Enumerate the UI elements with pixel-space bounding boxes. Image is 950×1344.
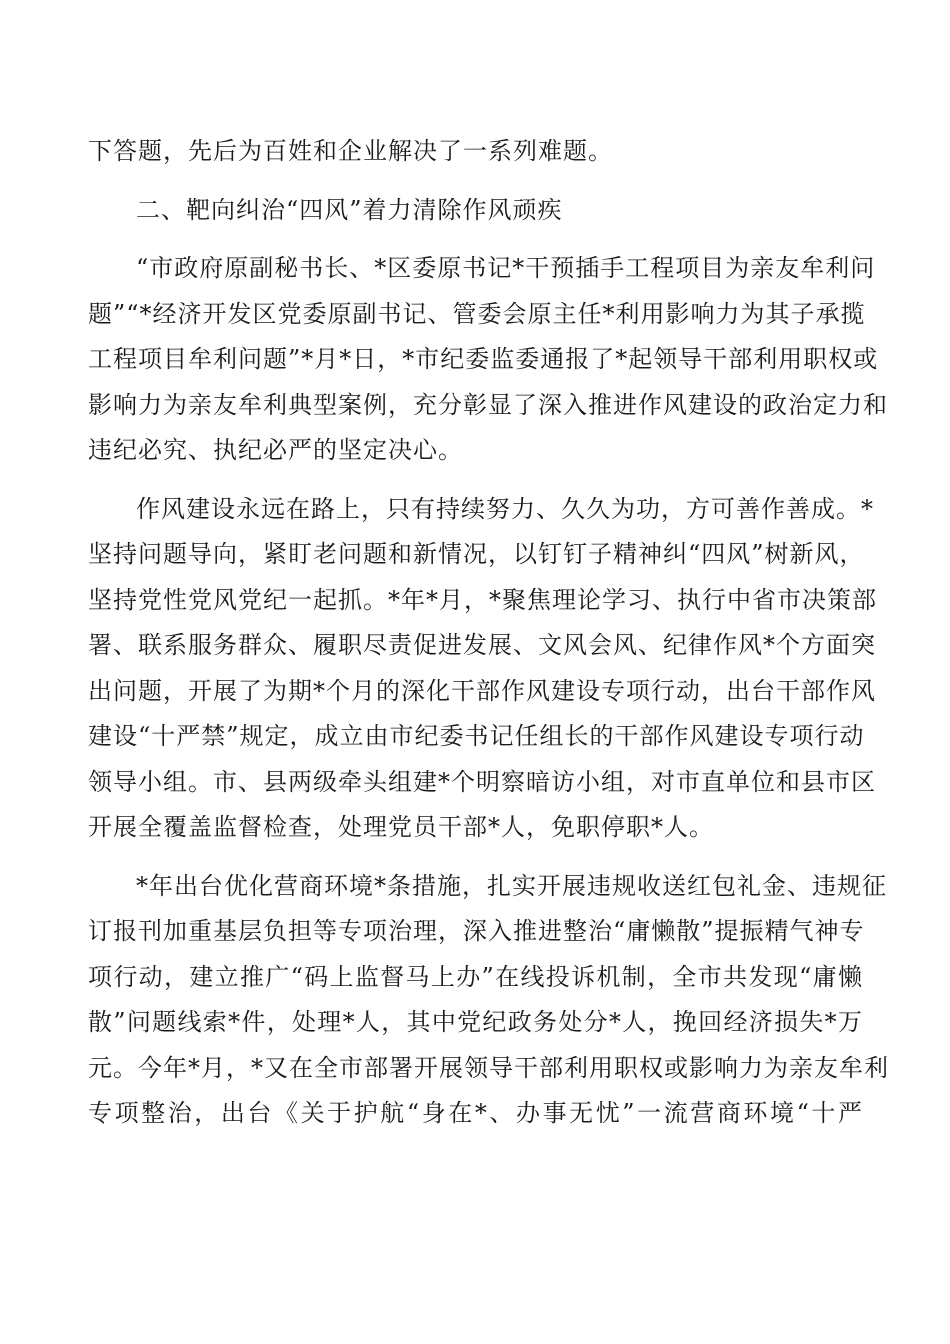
text-line: 建设“十严禁”规定，成立由市纪委书记任组长的干部作风建设专项行动 [88,722,865,750]
document-body [88,129,889,1150]
text-line: 开展全覆盖监督检查，处理党员干部*人，免职停职*人。 [88,813,714,841]
text-line: 出问题，开展了为期*个月的深化干部作风建设专项行动，出台干部作风 [88,676,876,705]
paragraph-style-building [88,487,877,851]
text-line: 元。今年*月，*又在全市部署开展领导干部利用职权或影响力为亲友牟利 [88,1053,889,1082]
text-line: 作风建设永远在路上，只有持续努力、久久为功，方可善作善成。* [136,494,874,523]
paragraph-continued [88,129,863,175]
text-line: “市政府原副秘书长、*区委原书记*干预插手工程项目为亲友牟利问 [136,254,876,282]
text-line: *年出台优化营商环境*条措施，扎实开展违规收送红包礼金、违规征 [136,871,887,900]
text-line: 订报刊加重基层负担等专项治理，深入推进整治“庸懒散”提振精气神专 [88,917,865,945]
text-line: 题”“*经济开发区党委原副书记、管委会原主任*利用影响力为其子承揽 [88,299,866,328]
paragraph-case-report [88,246,888,474]
text-line: 坚持党性党风党纪一起抓。*年*月，*聚焦理论学习、执行中省市决策部 [88,585,877,614]
text-line: 署、联系服务群众、履职尽责促进发展、文风会风、纪律作风*个方面突 [88,631,876,659]
paragraph-business-environment [88,864,889,1137]
text-line: 下答题，先后为百姓和企业解决了一系列难题。 [88,137,613,165]
text-line: 领导小组。市、县两级牵头组建*个明察暗访小组，对市直单位和县市区 [88,767,876,796]
text-line: 工程项目牟利问题”*月*日，*市纪委监委通报了*起领导干部利用职权或 [88,345,879,373]
text-line: 坚持问题导向，紧盯老问题和新情况，以钉钉子精神纠“四风”树新风， [88,540,865,568]
heading-text: 二、靶向纠治“四风”着力清除作风顽疾 [136,195,563,224]
text-line: 项行动，建立推广“码上监督马上办”在线投诉机制，全市共发现“庸懒 [88,962,863,991]
section-heading [88,188,863,234]
text-line: 违纪必究、执纪必严的坚定决心。 [88,436,463,464]
text-line: 影响力为亲友牟利典型案例，充分彰显了深入推进作风建设的政治定力和 [88,390,888,419]
text-line: 专项整治，出台《关于护航“身在*、办事无忧”一流营商环境“十严 [88,1099,863,1127]
text-line: 散”问题线索*件，处理*人，其中党纪政务处分*人，挽回经济损失*万 [88,1008,863,1036]
